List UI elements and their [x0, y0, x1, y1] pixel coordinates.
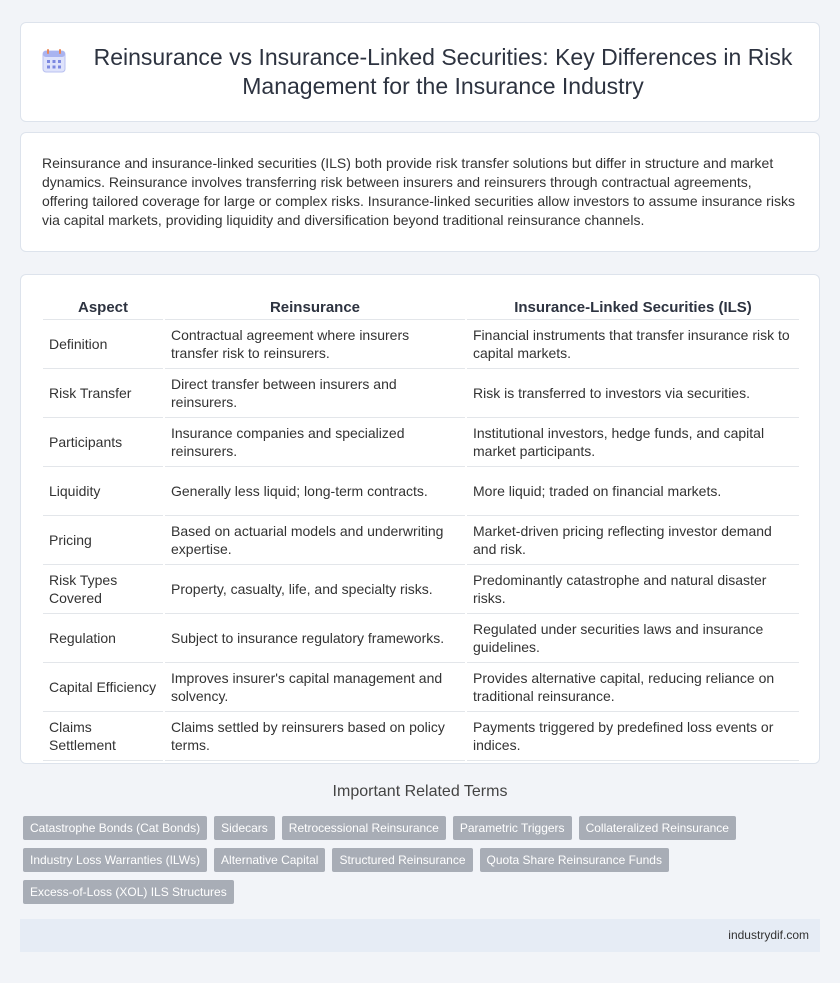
- ils-cell: Regulated under securities laws and insurance guidelines.: [467, 614, 799, 663]
- related-term-tag[interactable]: Quota Share Reinsurance Funds: [480, 848, 669, 872]
- ils-cell: Financial instruments that transfer insurance risk to capital markets.: [467, 320, 799, 369]
- footer: [20, 919, 820, 952]
- related-term-tag[interactable]: Parametric Triggers: [453, 816, 572, 840]
- ils-cell: Institutional investors, hedge funds, and capital market participants.: [467, 418, 799, 467]
- aspect-cell: Risk Transfer: [43, 369, 163, 418]
- related-term-tag[interactable]: Collateralized Reinsurance: [579, 816, 736, 840]
- aspect-cell: Regulation: [43, 614, 163, 663]
- ils-cell: Payments triggered by predefined loss events or indices.: [467, 712, 799, 761]
- related-term-tag[interactable]: Alternative Capital: [214, 848, 325, 872]
- reinsurance-cell: Based on actuarial models and underwriting expertise.: [165, 516, 465, 565]
- reinsurance-cell: Claims settled by reinsurers based on policy terms.: [165, 712, 465, 761]
- table-row: [43, 712, 799, 761]
- aspect-cell: Liquidity: [43, 467, 163, 516]
- title-wrap: [21, 23, 819, 121]
- table-row: [43, 516, 799, 565]
- table-row: [43, 565, 799, 614]
- comparison-card: [20, 274, 820, 764]
- table-row: [43, 418, 799, 467]
- table-row: [43, 663, 799, 712]
- footer-site-link[interactable]: industrydif.com: [728, 928, 809, 942]
- reinsurance-cell: Improves insurer's capital management and solvency.: [165, 663, 465, 712]
- comparison-table: [41, 295, 801, 761]
- related-terms-title: Important Related Terms: [332, 783, 508, 800]
- aspect-cell: Capital Efficiency: [43, 663, 163, 712]
- related-term-tag[interactable]: Sidecars: [214, 816, 275, 840]
- related-term-tag[interactable]: Excess-of-Loss (XOL) ILS Structures: [23, 880, 234, 904]
- header-reinsurance: Reinsurance: [165, 295, 465, 320]
- page-title: Reinsurance vs Insurance-Linked Securities: Key Differences in Risk Management for the Insurance Industry: [93, 44, 793, 99]
- table-row: [43, 614, 799, 663]
- related-term-tag[interactable]: Retrocessional Reinsurance: [282, 816, 446, 840]
- aspect-cell: Participants: [43, 418, 163, 467]
- table-header-row: [43, 295, 799, 320]
- ils-cell: Risk is transferred to investors via securities.: [467, 369, 799, 418]
- reinsurance-cell: Contractual agreement where insurers transfer risk to reinsurers.: [165, 320, 465, 369]
- ils-cell: More liquid; traded on financial markets.: [467, 467, 799, 516]
- intro-card: [20, 132, 820, 252]
- document-grid-icon: [41, 48, 67, 74]
- related-term-tag[interactable]: Catastrophe Bonds (Cat Bonds): [23, 816, 207, 840]
- aspect-cell: Definition: [43, 320, 163, 369]
- reinsurance-cell: Direct transfer between insurers and reinsurers.: [165, 369, 465, 418]
- reinsurance-cell: Insurance companies and specialized reinsurers.: [165, 418, 465, 467]
- aspect-cell: Risk Types Covered: [43, 565, 163, 614]
- ils-cell: Provides alternative capital, reducing reliance on traditional reinsurance.: [467, 663, 799, 712]
- reinsurance-cell: Property, casualty, life, and specialty risks.: [165, 565, 465, 614]
- reinsurance-cell: Generally less liquid; long-term contracts.: [165, 467, 465, 516]
- intro-paragraph: Reinsurance and insurance-linked securities (ILS) both provide risk transfer solutions but differ in structure and market dynamics. Reinsurance involves transferring risk between insurers and reinsurers through contractual agreements, offering tailored coverage for large or complex risks. Insurance-linked securities allow investors to assume insurance risks via capital markets, providing liquidity and diversification beyond traditional reinsurance channels.: [42, 155, 795, 228]
- ils-cell: Market-driven pricing reflecting investor demand and risk.: [467, 516, 799, 565]
- reinsurance-cell: Subject to insurance regulatory frameworks.: [165, 614, 465, 663]
- aspect-cell: Claims Settlement: [43, 712, 163, 761]
- table-row: [43, 369, 799, 418]
- header-aspect: Aspect: [43, 295, 163, 320]
- ils-cell: Predominantly catastrophe and natural disaster risks.: [467, 565, 799, 614]
- related-terms-list: [23, 816, 813, 912]
- aspect-cell: Pricing: [43, 516, 163, 565]
- table-row: [43, 320, 799, 369]
- title-card: [20, 22, 820, 122]
- table-row: [43, 467, 799, 516]
- related-term-tag[interactable]: Industry Loss Warranties (ILWs): [23, 848, 207, 872]
- header-ils: Insurance-Linked Securities (ILS): [467, 295, 799, 320]
- related-term-tag[interactable]: Structured Reinsurance: [332, 848, 472, 872]
